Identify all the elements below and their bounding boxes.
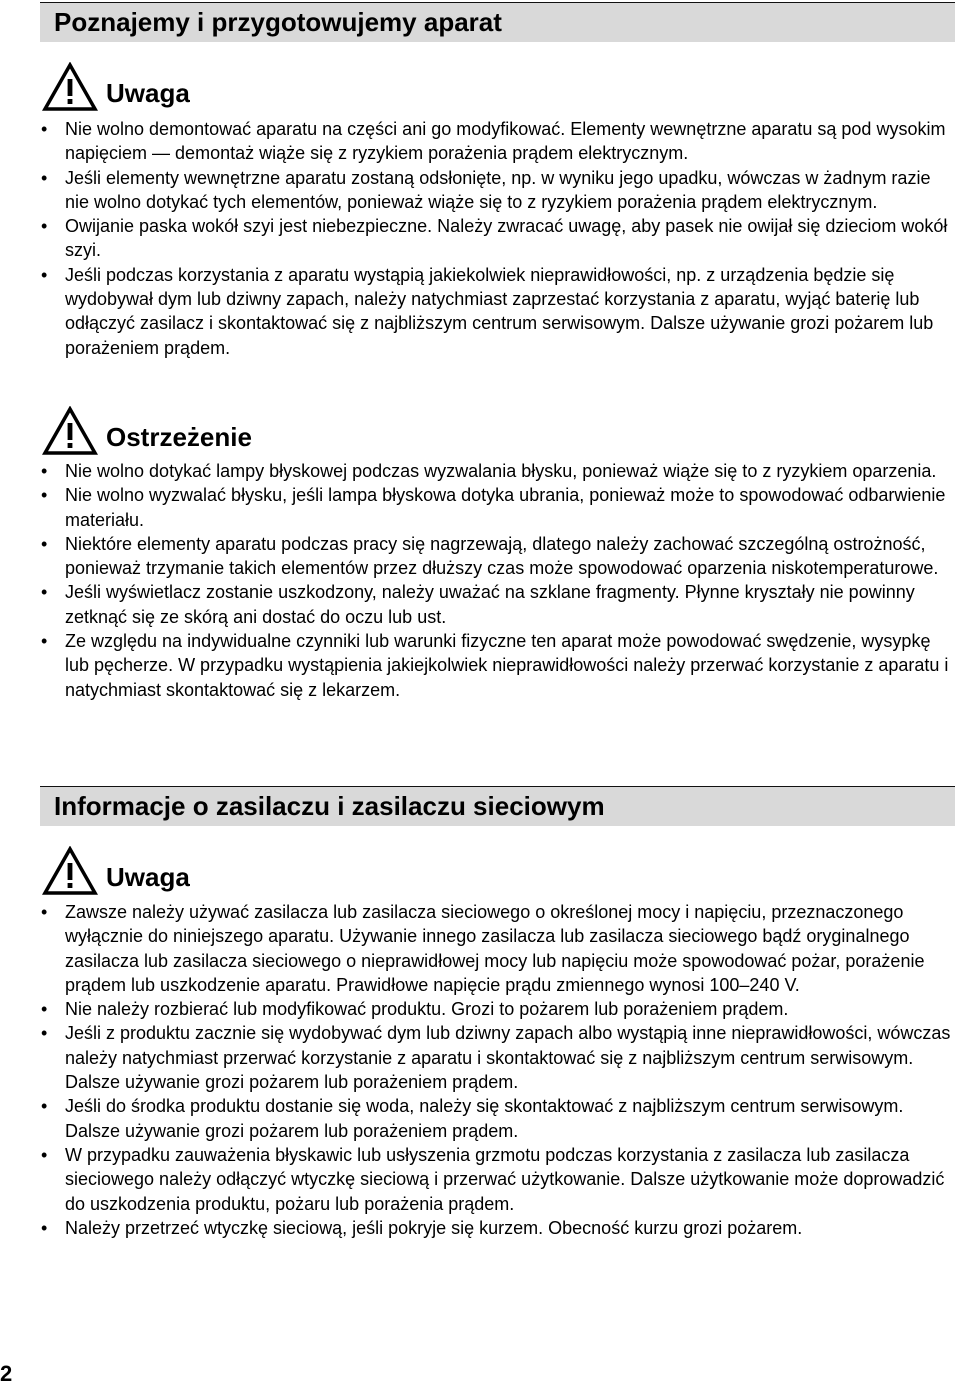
list-item-text: Nie wolno demontować aparatu na części ani go modyfikować. Elementy wewnętrzne aparatu są pod wysokim napięciem — demontaż wiąże się z ryzykiem porażenia prądem elektrycznym. [65, 119, 946, 164]
warning-triangle-icon [42, 406, 98, 456]
list-item-text: Jeśli wyświetlacz zostanie uszkodzony, należy uważać na szklane fragmenty. Płynne kryształy nie powinny zetknąć się ze skórą ani dostać do oczu lub ust. [65, 582, 915, 627]
list-item [38, 997, 958, 1021]
caution-list [38, 117, 958, 360]
list-item-text: Nie należy rozbierać lub modyfikować produktu. Grozi to pożarem lub porażeniem prądem. [65, 999, 789, 1020]
list-item [38, 214, 958, 263]
list-item-text: W przypadku zauważenia błyskawic lub usłyszenia grzmotu podczas korzystania z zasilacza lub zasilacza sieciowego należy odłączyć wtyczkę sieciową i przerwać użytkowanie. Dalsze użytkowanie może doprowadzić do uszkodzenia produktu, pożaru lub porażenia prądem. [65, 1144, 945, 1214]
warning-triangle-icon [42, 846, 98, 896]
list-item-text: Jeśli podczas korzystania z aparatu wystąpią jakiekolwiek nieprawidłowości, np. z urządzenia będzie się wydobywał dym lub dziwny zapach, należy natychmiast zaprzestać korzystania z aparatu, wyjąć baterię lub odłączyć zasilacz i skontaktować się z najbliższym centrum serwisowym. Dalsze używanie grozi pożarem lub porażeniem prądem. [65, 264, 934, 358]
bullet-mark: • [41, 1217, 48, 1238]
list-item [38, 263, 958, 360]
list-item [38, 1021, 958, 1094]
list-item-text: Jeśli z produktu zacznie się wydobywać dym lub dziwny zapach albo wystąpią inne nieprawidłowości, wówczas należy natychmiast przerwać korzystanie z aparatu i skontaktować się z najbliższym centrum serwisowym. Dalsze używanie grozi pożarem lub porażeniem prądem. [65, 1023, 951, 1093]
list-item-text: Nie wolno wyzwalać błysku, jeśli lampa błyskowa dotyka ubrania, ponieważ może to spowodować odbarwienie materiału. [65, 485, 946, 530]
warning-title: Ostrzeżenie [106, 422, 252, 452]
list-item [38, 166, 958, 215]
list-item-text: Jeśli elementy wewnętrzne aparatu zostaną odsłonięte, np. w wyniku jego upadku, wówczas w żadnym razie nie wolno dotykać tych elementów, ponieważ wiąże się to z ryzykiem porażenia prądem elektrycznym. [65, 167, 931, 212]
bullet-mark: • [41, 216, 48, 237]
list-item-text: Ze względu na indywidualne czynniki lub warunki fizyczne ten aparat może powodować swędzenie, wysypkę lub pęcherze. W przypadku wystąpienia jakiejkolwiek nieprawidłowości należy przerwać korzystanie z aparatu i natychmiast skontaktować się z lekarzem. [65, 631, 949, 700]
bullet-mark: • [41, 264, 48, 285]
section-header-camera-preparation [40, 2, 955, 42]
page-number: 2 [0, 1361, 13, 1386]
list-item-text: Niektóre elementy aparatu podczas pracy się nagrzewają, dlatego należy zachować szczególną ostrożność, ponieważ trzymanie takich elementów przez dłuższy czas może spowodować oparzenia niskotemperaturowe. [65, 533, 939, 579]
warning-list [38, 459, 958, 702]
bullet-mark: • [41, 1144, 48, 1165]
bullet-mark: • [41, 999, 48, 1020]
list-item [38, 1094, 958, 1143]
section-title: Poznajemy i przygotowujemy aparat [54, 7, 502, 37]
list-item [38, 1143, 958, 1216]
list-item [38, 117, 958, 166]
bullet-mark: • [41, 485, 48, 506]
bullet-mark: • [41, 167, 48, 188]
list-item [38, 900, 958, 997]
bullet-mark: • [41, 119, 48, 139]
bullet-mark: • [41, 582, 48, 603]
caution-title: Uwaga [106, 862, 190, 892]
list-item-text: Zawsze należy używać zasilacza lub zasilacza sieciowego o określonej mocy i napięciu, przeznaczonego wyłącznie do niniejszego aparatu. Używanie innego zasilacza lub zasilacza sieciowego bądź oryginalnego zasilacza lub zasilacza sieciowego o nieprawidłowej mocy lub napięciu może spowodować pożar, porażenie prądem lub uszkodzenie aparatu. Prawidłowe napięcie prądu zmiennego wynosi 100–240 V. [65, 902, 925, 995]
section-header-power-adapter [40, 786, 955, 826]
power-caution-list [38, 900, 958, 1240]
list-item-text: Należy przetrzeć wtyczkę sieciową, jeśli pokryje się kurzem. Obecność kurzu grozi pożarem. [65, 1217, 803, 1238]
caution-title: Uwaga [106, 78, 190, 108]
list-item [38, 629, 958, 702]
list-item [38, 483, 958, 532]
bullet-mark: • [41, 631, 48, 652]
bullet-mark: • [41, 1096, 48, 1117]
list-item [38, 532, 958, 581]
bullet-mark: • [41, 461, 48, 481]
list-item [38, 580, 958, 629]
list-item-text: Owijanie paska wokół szyi jest niebezpieczne. Należy zwracać uwagę, aby pasek nie owijał się dzieciom wokół szyi. [65, 216, 948, 261]
warning-triangle-icon [42, 62, 98, 112]
bullet-mark: • [41, 902, 48, 922]
bullet-mark: • [41, 1023, 48, 1044]
bullet-mark: • [41, 533, 48, 554]
list-item [38, 459, 958, 483]
list-item-text: Nie wolno dotykać lampy błyskowej podczas wyzwalania błysku, ponieważ wiąże się to z ryzykiem oparzenia. [65, 461, 937, 481]
section-title: Informacje o zasilaczu i zasilaczu sieciowym [54, 791, 605, 821]
list-item [38, 1216, 958, 1240]
list-item-text: Jeśli do środka produktu dostanie się woda, należy się skontaktować z najbliższym centrum serwisowym. Dalsze używanie grozi pożarem lub porażeniem prądem. [65, 1096, 904, 1141]
